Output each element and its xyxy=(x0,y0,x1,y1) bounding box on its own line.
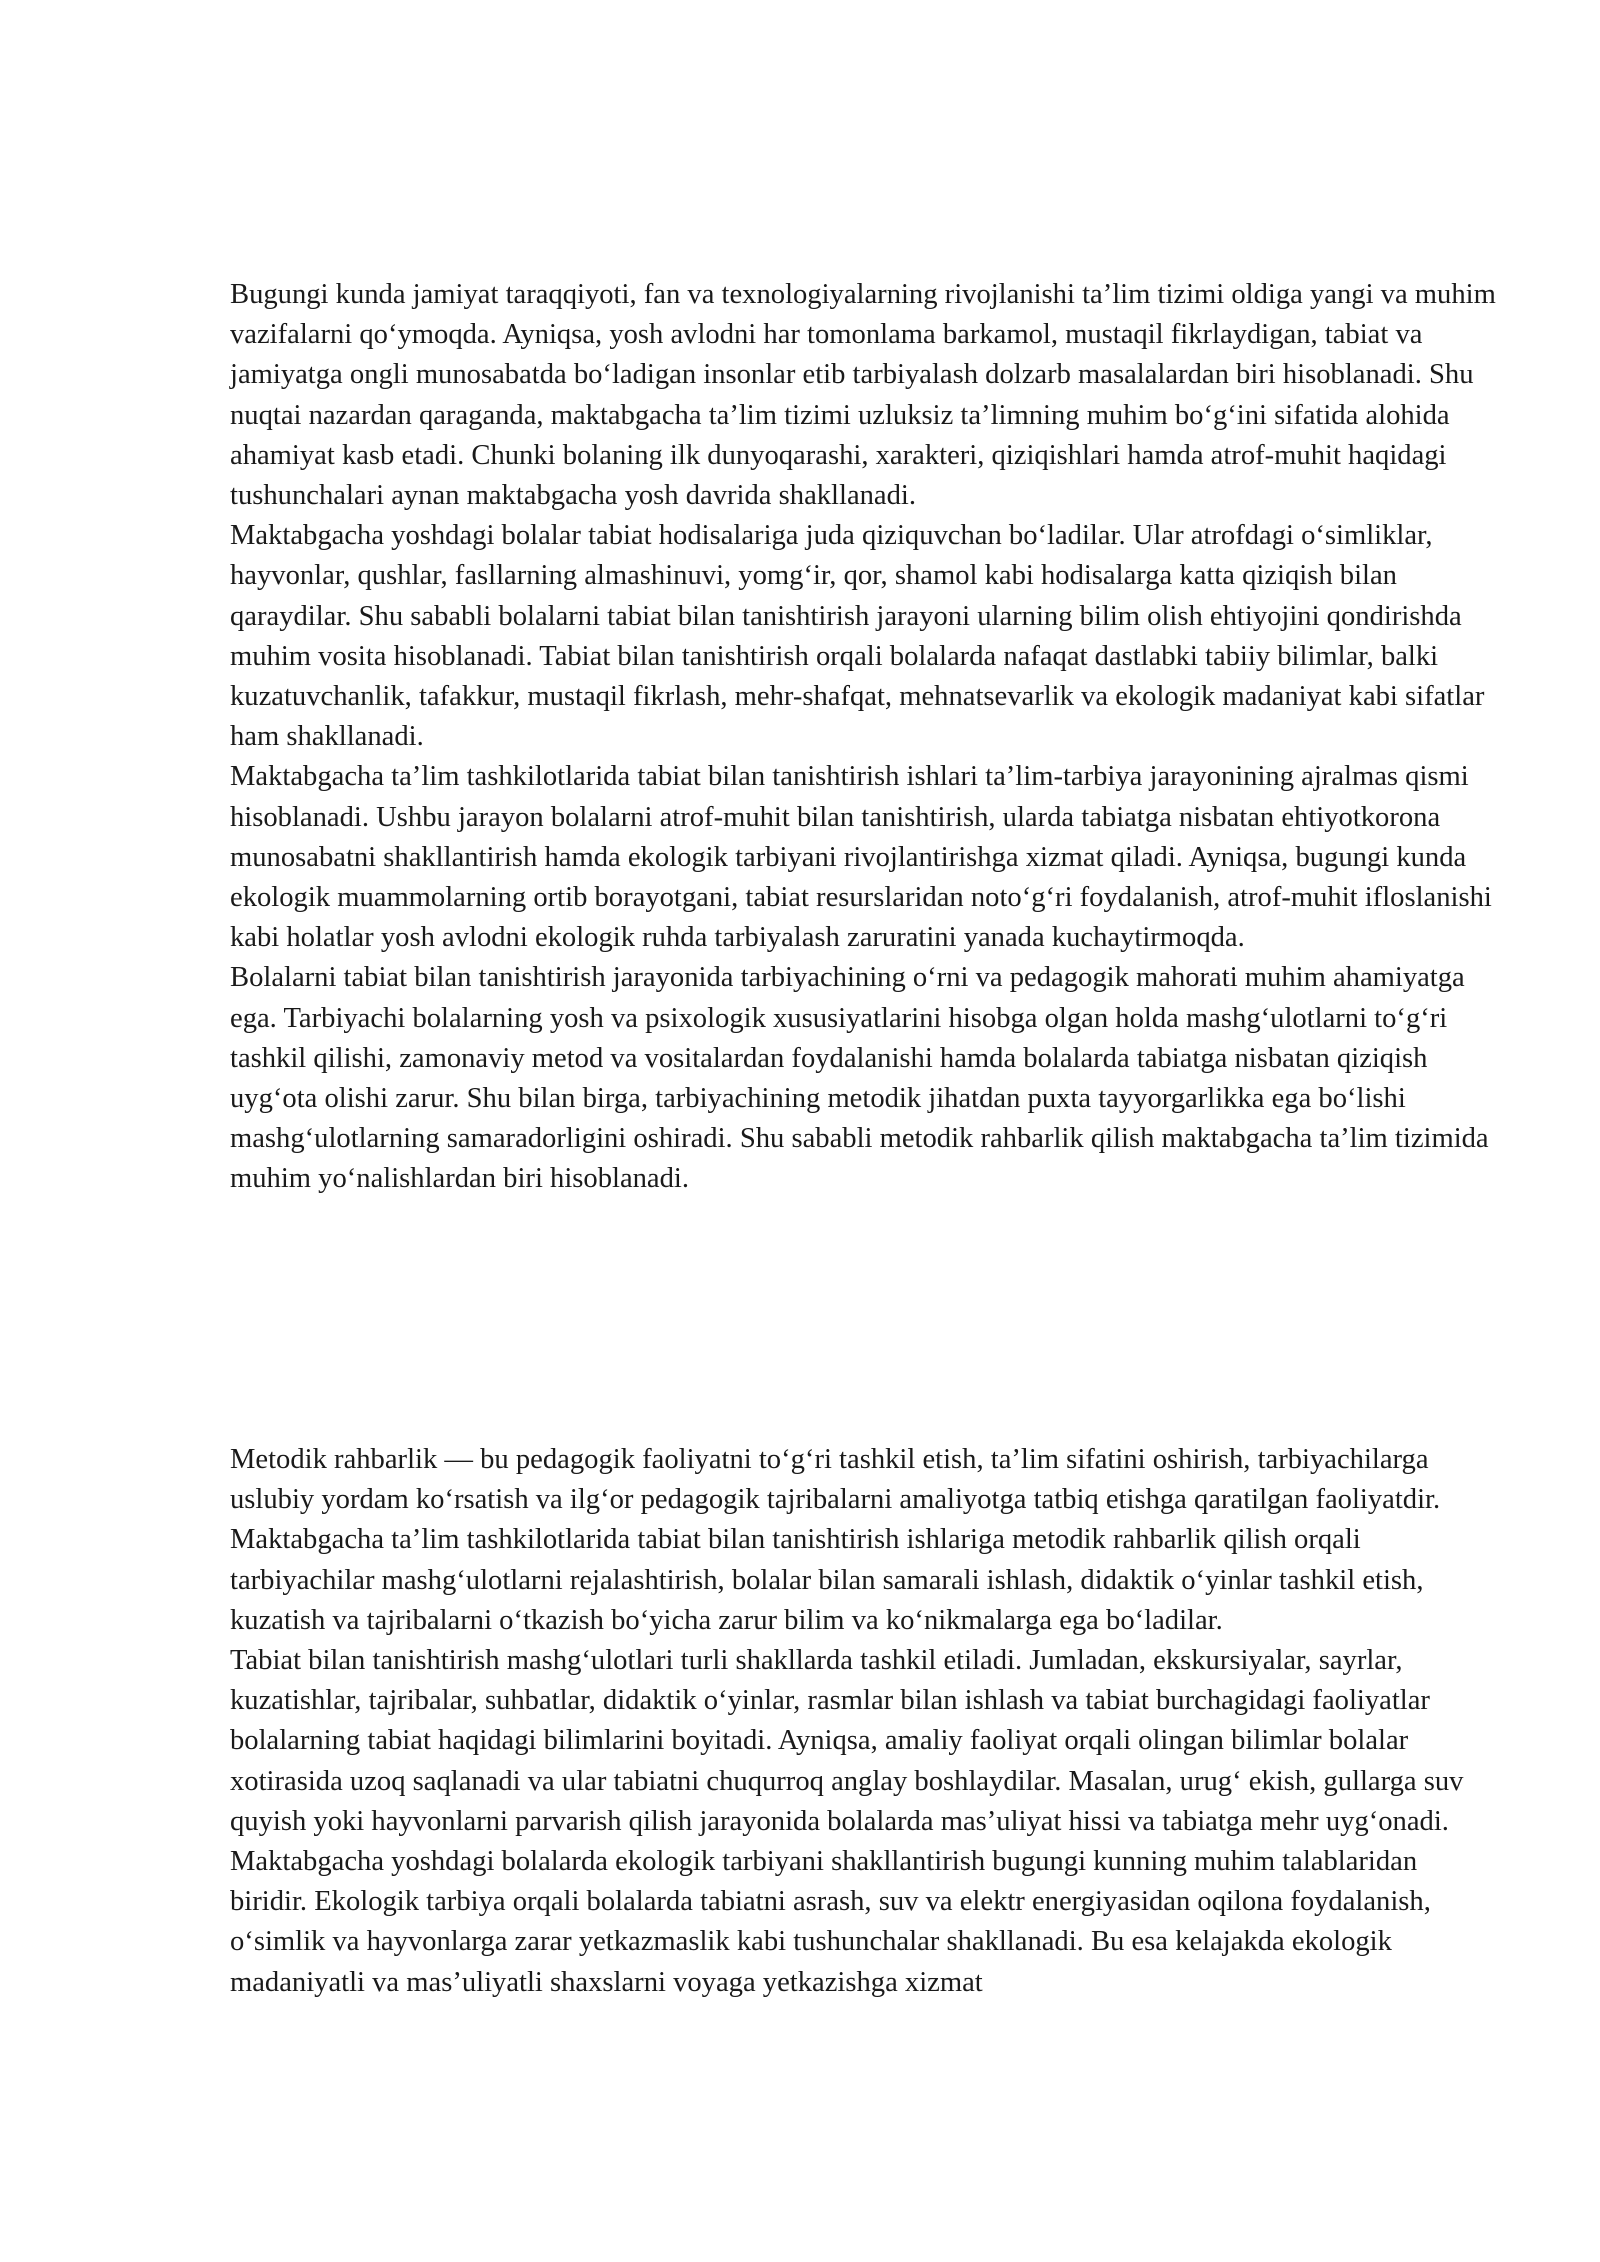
paragraph: Maktabgacha yoshdagi bolalar tabiat hodisalariga juda qiziquvchan bo‘ladilar. Ular atrofdagi o‘simliklar, hayvonlar, qushlar, fasllarning almashinuvi, yomg‘ir, qor, shamol kabi hodisalarga katta qiziqish bilan qaraydilar. Shu sababli bolalarni tabiat bilan tanishtirish jarayoni ularning bilim olish ehtiyojini qondirishda muhim vosita hisoblanadi. Tabiat bilan tanishtirish orqali bolalarda nafaqat dastlabki tabiiy bilimlar, balki kuzatuvchanlik, tafakkur, mustaqil fikrlash, mehr-shafqat, mehnatsevarlik va ekologik madaniyat kabi sifatlar ham shakllanadi. xyxy=(230,520,1485,753)
text-section-methodology xyxy=(230,1440,1500,2003)
paragraph: Maktabgacha yoshdagi bolalarda ekologik tarbiyani shakllantirish bugungi kunning muhim talablaridan biridir. Ekologik tarbiya orqali bolalarda tabiatni asrash, suv va elektr energiyasidan oqilona foydalanish, o‘simlik va hayvonlarga zarar yetkazmaslik kabi tushunchalar shakllanadi. Bu esa kelajakda ekologik madaniyatli va mas’uliyatli shaxslarni voyaga yetkazishga xizmat xyxy=(230,1846,1431,1998)
paragraph: Metodik rahbarlik — bu pedagogik faoliyatni to‘g‘ri tashkil etish, ta’lim sifatini oshirish, tarbiyachilarga uslubiy yordam ko‘rsatish va ilg‘or pedagogik tajribalarni amaliyotga tatbiq etishga qaratilgan faoliyatdir. Maktabgacha ta’lim tashkilotlarida tabiat bilan tanishtirish ishlariga metodik rahbarlik qilish orqali tarbiyachilar mashg‘ulotlarni rejalashtirish, bolalar bilan samarali ishlash, didaktik o‘yinlar tashkil etish, kuzatish va tajribalarni o‘tkazish bo‘yicha zarur bilim va ko‘nikmalarga ega bo‘ladilar. xyxy=(230,1444,1441,1636)
paragraph: Tabiat bilan tanishtirish mashg‘ulotlari turli shakllarda tashkil etiladi. Jumladan, ekskursiyalar, sayrlar, kuzatishlar, tajribalar, suhbatlar, didaktik o‘yinlar, rasmlar bilan ishlash va tabiat burchagidagi faoliyatlar bolalarning tabiat haqidagi bilimlarini boyitadi. Ayniqsa, amaliy faoliyat orqali olingan bilimlar bolalar xotirasida uzoq saqlanadi va ular tabiatni chuqurroq anglay boshlaydilar. Masalan, urug‘ ekish, gullarga suv quyish yoki hayvonlarni parvarish qilish jarayonida bolalarda mas’uliyat hissi va tabiatga mehr uyg‘onadi. xyxy=(230,1645,1464,1837)
paragraph: Maktabgacha ta’lim tashkilotlarida tabiat bilan tanishtirish ishlari ta’lim-tarbiya jarayonining ajralmas qismi hisoblanadi. Ushbu jarayon bolalarni atrof-muhit bilan tanishtirish, ularda tabiatga nisbatan ehtiyotkorona munosabatni shakllantirish hamda ekologik tarbiyani rivojlantirishga xizmat qiladi. Ayniqsa, bugungi kunda ekologik muammolarning ortib borayotgani, tabiat resurslaridan noto‘g‘ri foydalanish, atrof-muhit ifloslanishi kabi holatlar yosh avlodni ekologik ruhda tarbiyalash zaruratini yanada kuchaytirmoqda. xyxy=(230,761,1492,954)
text-section-intro xyxy=(230,275,1500,1200)
paragraph: Bugungi kunda jamiyat taraqqiyoti, fan va texnologiyalarning rivojlanishi ta’lim tizimi oldiga yangi va muhim vazifalarni qo‘ymoqda. Ayniqsa, yosh avlodni har tomonlama barkamol, mustaqil fikrlaydigan, tabiat va jamiyatga ongli munosabatda bo‘ladigan insonlar etib tarbiyalash dolzarb masalalardan biri hisoblanadi. Shu nuqtai nazardan qaraganda, maktabgacha ta’lim tizimi uzluksiz ta’limning muhim bo‘g‘ini sifatida alohida ahamiyat kasb etadi. Chunki bolaning ilk dunyoqarashi, xarakteri, qiziqishlari hamda atrof-muhit haqidagi tushunchalari aynan maktabgacha yosh davrida shakllanadi. xyxy=(230,279,1496,512)
paragraph: Bolalarni tabiat bilan tanishtirish jarayonida tarbiyachining o‘rni va pedagogik mahorati muhim ahamiyatga ega. Tarbiyachi bolalarning yosh va psixologik xususiyatlarini hisobga olgan holda mashg‘ulotlarni to‘g‘ri tashkil qilishi, zamonaviy metod va vositalardan foydalanishi hamda bolalarda tabiatga nisbatan qiziqish uyg‘ota olishi zarur. Shu bilan birga, tarbiyachining metodik jihatdan puxta tayyorgarlikka ega bo‘lishi mashg‘ulotlarning samaradorligini oshiradi. Shu sababli metodik rahbarlik qilish maktabgacha ta’lim tizimida muhim yo‘nalishlardan biri hisoblanadi. xyxy=(230,962,1489,1195)
